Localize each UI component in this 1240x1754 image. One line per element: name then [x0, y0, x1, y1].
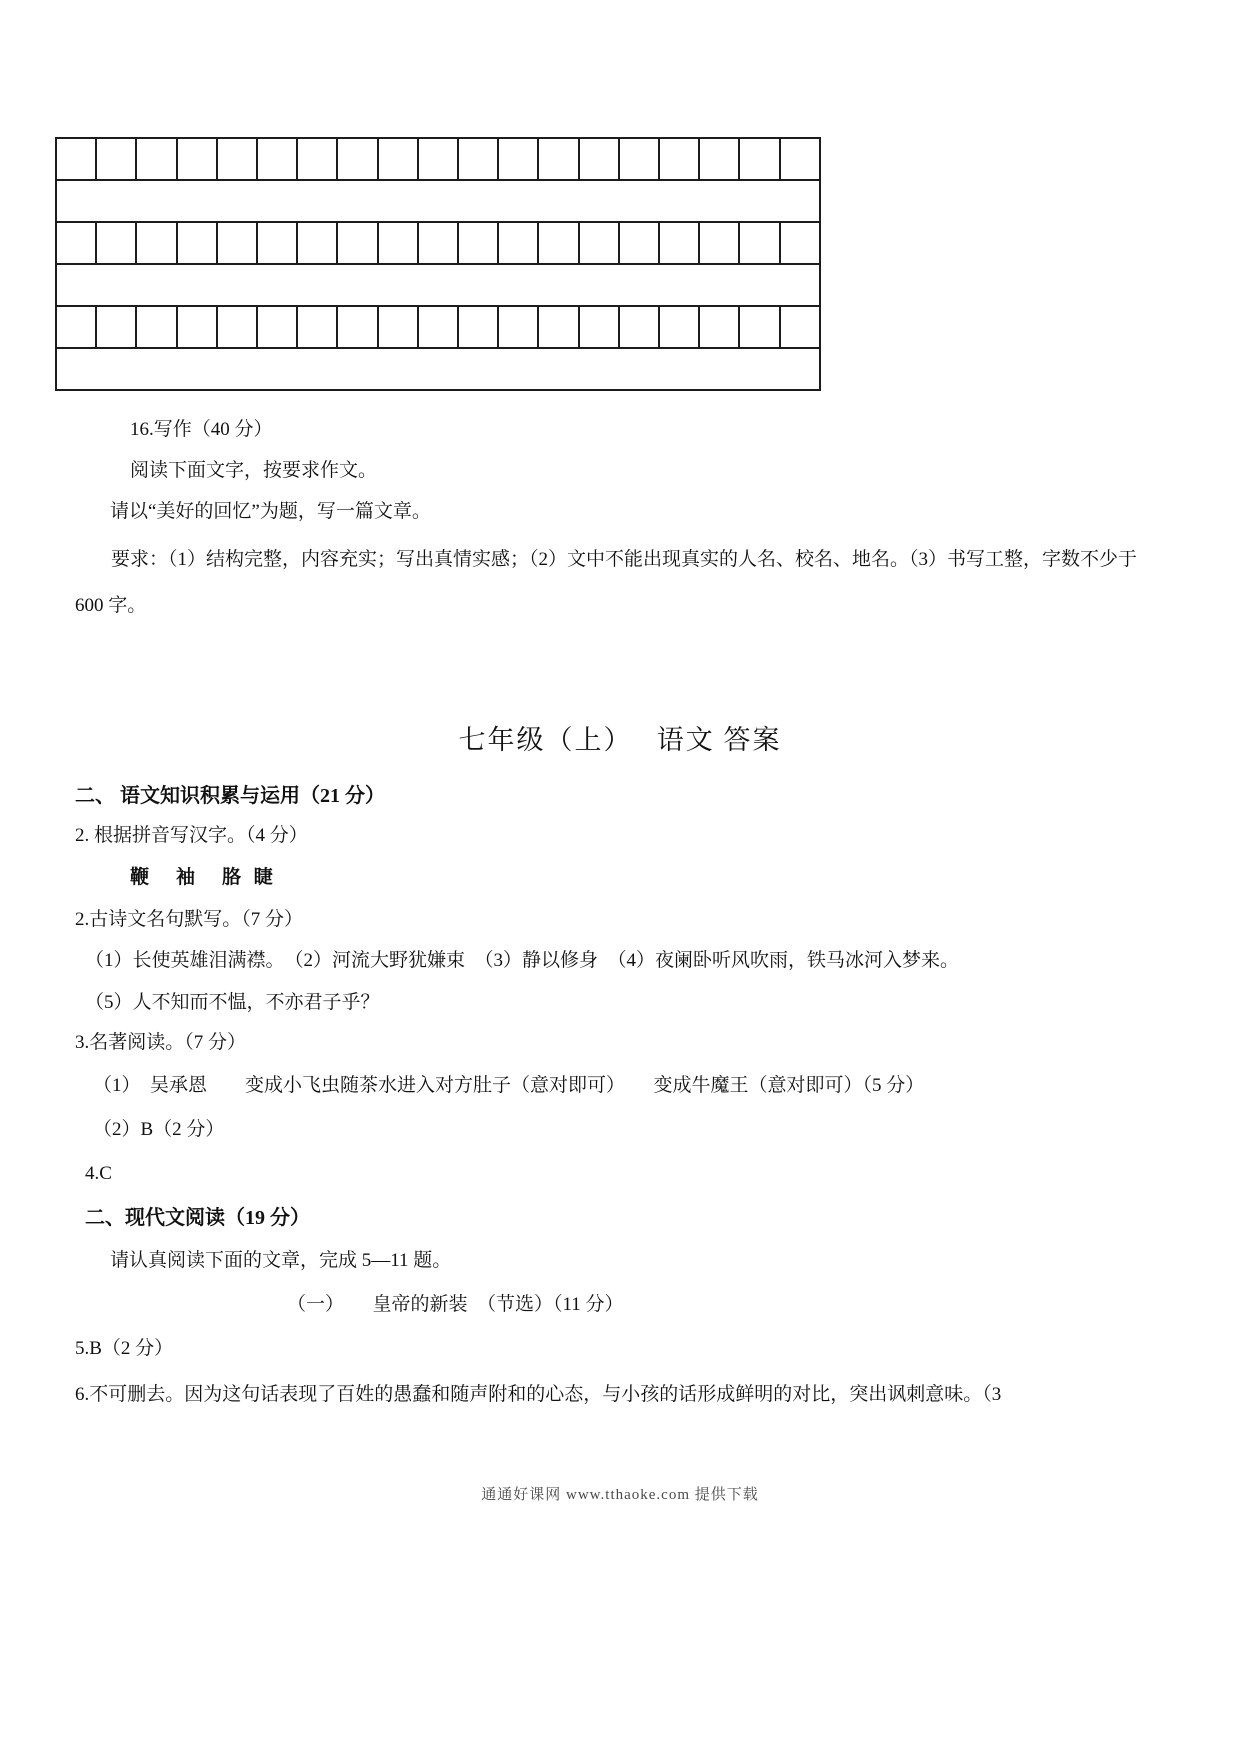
grid-cell — [257, 306, 297, 348]
answers-title: 七年级（上） 语文 答案 — [458, 725, 782, 755]
grid-cell — [96, 306, 136, 348]
grid-cell — [297, 222, 337, 264]
grid-cell — [538, 138, 578, 180]
grid-blank-cell — [56, 264, 820, 306]
grid-cell — [780, 138, 820, 180]
grid-cell — [337, 306, 377, 348]
question-3: 3.名著阅读。（7 分） — [75, 1032, 247, 1053]
question-6-answer: 6.不可删去。因为这句话表现了百姓的愚蠢和随声附和的心态，与小孩的话形成鲜明的对比，突出讽刺意味。（3 — [75, 1384, 1002, 1405]
grid-cell — [659, 222, 699, 264]
grid-cell — [297, 138, 337, 180]
grid-cell — [378, 222, 418, 264]
grid-cell — [739, 222, 779, 264]
grid-cell — [418, 306, 458, 348]
grid-cell — [538, 222, 578, 264]
question-4-answer: 4.C — [85, 1163, 112, 1184]
grid-blank-row — [56, 348, 820, 390]
section2-intro: 请认真阅读下面的文章，完成 5—11 题。 — [110, 1250, 452, 1271]
grid-cell — [337, 138, 377, 180]
grid-cell — [699, 306, 739, 348]
grid-cell — [780, 222, 820, 264]
grid-cell — [458, 222, 498, 264]
writing-question-heading: 16.写作（40 分） — [130, 419, 273, 440]
grid-cell — [56, 138, 96, 180]
writing-instruction-2: 请以“美好的回忆”为题，写一篇文章。 — [110, 501, 431, 522]
grid-cell — [699, 222, 739, 264]
grid-cell — [136, 306, 176, 348]
composition-grid — [55, 137, 821, 391]
grid-cell — [659, 306, 699, 348]
grid-cell — [136, 138, 176, 180]
grid-cell — [619, 222, 659, 264]
grid-cell — [337, 222, 377, 264]
passage-title: （一） 皇帝的新装 （节选）（11 分） — [287, 1294, 624, 1315]
grid-cell — [418, 138, 458, 180]
grid-cell — [217, 306, 257, 348]
grid-cell — [96, 138, 136, 180]
question-2b-answer-line1: （1）长使英雄泪满襟。 （2）河流大野犹嫌束 （3）静以修身 （4）夜阑卧听风吹雨，铁马冰河入梦来。 — [85, 950, 960, 971]
question-3-answer-line1: （1） 吴承恩 变成小飞虫随茶水进入对方肚子（意对即可） 变成牛魔王（意对即可）（5 分） — [93, 1075, 925, 1096]
grid-blank-cell — [56, 348, 820, 390]
section2-heading: 二、现代文阅读（19 分） — [85, 1207, 310, 1229]
grid-cell-row — [56, 138, 820, 180]
grid-cell — [177, 306, 217, 348]
grid-blank-row — [56, 180, 820, 222]
writing-instruction-1: 阅读下面文字，按要求作文。 — [130, 460, 378, 481]
grid-cell — [659, 138, 699, 180]
grid-cell — [297, 306, 337, 348]
grid-cell-row — [56, 306, 820, 348]
grid-cell — [217, 222, 257, 264]
question-2b: 2.古诗文名句默写。（7 分） — [75, 909, 304, 930]
grid-cell — [257, 138, 297, 180]
grid-cell — [579, 138, 619, 180]
grid-cell — [177, 222, 217, 264]
grid-cell — [96, 222, 136, 264]
grid-blank-row — [56, 264, 820, 306]
grid-cell — [739, 138, 779, 180]
writing-requirements: 要求：（1）结构完整，内容充实；写出真情实感；（2）文中不能出现真实的人名、校名、地名。（3）书写工整，字数不少于 600 字。 — [75, 549, 1138, 616]
grid-cell — [217, 138, 257, 180]
grid-cell — [498, 222, 538, 264]
grid-cell — [177, 138, 217, 180]
grid-cell — [538, 306, 578, 348]
grid-cell — [498, 138, 538, 180]
grid-cell — [257, 222, 297, 264]
section1-heading: 二、 语文知识积累与运用（21 分） — [75, 785, 385, 807]
grid-blank-cell — [56, 180, 820, 222]
grid-cell — [418, 222, 458, 264]
grid-cell — [498, 306, 538, 348]
grid-cell — [579, 222, 619, 264]
grid-cell — [136, 222, 176, 264]
grid-cell — [579, 306, 619, 348]
question-2a-answer: 鞭 袖 胳 睫 — [130, 867, 277, 888]
grid-cell — [378, 306, 418, 348]
grid-cell — [56, 222, 96, 264]
grid-cell — [780, 306, 820, 348]
grid-cell — [56, 306, 96, 348]
question-2a: 2. 根据拼音写汉字。（4 分） — [75, 825, 308, 846]
question-5-answer: 5.B（2 分） — [75, 1338, 174, 1359]
grid-cell — [699, 138, 739, 180]
question-3-answer-line2: （2）B（2 分） — [93, 1119, 225, 1140]
grid-cell — [458, 138, 498, 180]
grid-cell-row — [56, 222, 820, 264]
grid-cell — [458, 306, 498, 348]
question-2b-answer-line2: （5）人不知而不愠，不亦君子乎？ — [85, 992, 380, 1013]
composition-grid-body — [56, 138, 820, 390]
grid-cell — [619, 138, 659, 180]
grid-cell — [378, 138, 418, 180]
grid-cell — [739, 306, 779, 348]
footer-watermark: 通通好课网 www.tthaoke.com 提供下载 — [481, 1487, 759, 1503]
grid-cell — [619, 306, 659, 348]
